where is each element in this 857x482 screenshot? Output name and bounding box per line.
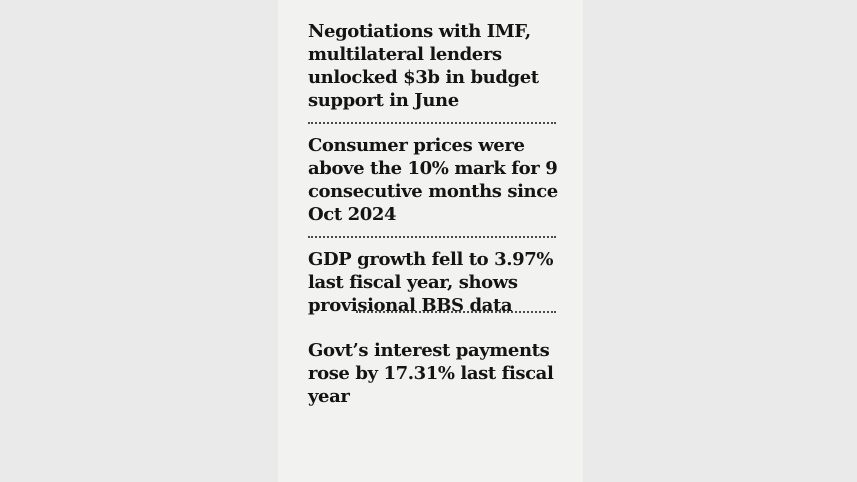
headline-item-3[interactable] [308,248,558,317]
dotted-divider [308,236,556,238]
dotted-divider [308,122,556,124]
headline-link-3[interactable]: GDP growth fell to 3.97% last fiscal year, shows provisional BBS data [308,249,554,316]
headline-item-2[interactable] [308,134,558,226]
headline-link-4[interactable]: Govt’s interest payments rose by 17.31% last fiscal year [308,340,554,407]
headline-link-2[interactable]: Consumer prices were above the 10% mark for 9 consecutive months since Oct 2024 [308,135,558,225]
headline-item-4[interactable] [308,339,558,408]
headline-panel [278,0,583,482]
headline-item-1[interactable] [308,20,558,112]
headline-list [308,20,558,408]
headline-link-1[interactable]: Negotiations with IMF, multilateral lenders unlocked $3b in budget support in June [308,21,539,111]
